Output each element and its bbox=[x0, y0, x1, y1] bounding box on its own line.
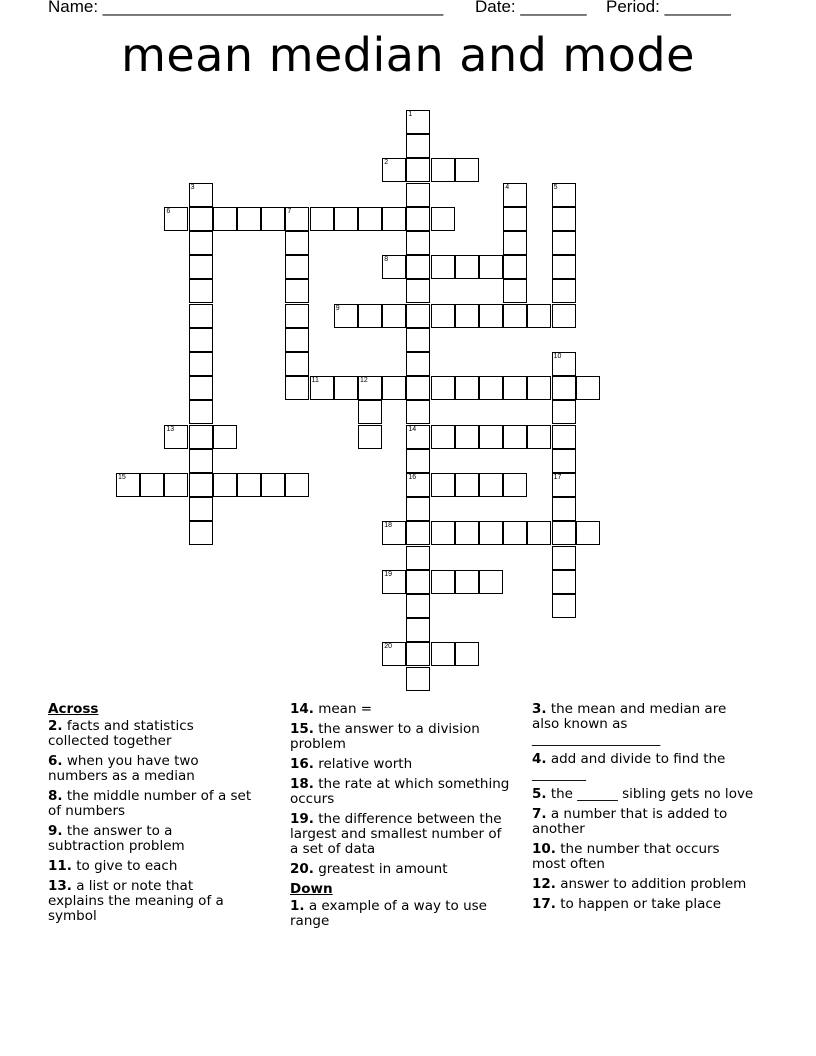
clue-number: 19. bbox=[290, 811, 314, 827]
grid-cell[interactable] bbox=[285, 207, 309, 231]
grid-cell[interactable] bbox=[431, 570, 455, 594]
grid-cell[interactable] bbox=[431, 473, 455, 497]
grid-cell[interactable] bbox=[116, 473, 140, 497]
grid-cell[interactable] bbox=[576, 521, 600, 545]
grid-cell[interactable] bbox=[213, 473, 237, 497]
clue-down-10 bbox=[532, 842, 757, 872]
grid-cell[interactable] bbox=[479, 255, 503, 279]
clue-number: 7. bbox=[532, 806, 547, 822]
grid-cell[interactable] bbox=[189, 473, 213, 497]
grid-cell[interactable] bbox=[406, 521, 430, 545]
grid-cell[interactable] bbox=[479, 570, 503, 594]
clue-text: to give to each bbox=[76, 858, 178, 874]
grid-cell[interactable] bbox=[358, 400, 382, 424]
cell-number: 15 bbox=[118, 474, 126, 481]
grid-cell[interactable] bbox=[455, 255, 479, 279]
clue-across-6 bbox=[48, 754, 253, 784]
clue-text: when you have two numbers as a median bbox=[48, 753, 199, 784]
clue-text: the ______ sibling gets no love bbox=[550, 786, 754, 802]
grid-cell[interactable] bbox=[479, 376, 503, 400]
cell-number: 16 bbox=[408, 474, 417, 481]
grid-cell[interactable] bbox=[431, 425, 455, 449]
grid-cell[interactable] bbox=[164, 207, 188, 231]
grid-cell[interactable] bbox=[527, 376, 551, 400]
clue-text: the middle number of a set of numbers bbox=[48, 788, 252, 819]
grid-cell[interactable] bbox=[358, 425, 382, 449]
grid-cell[interactable] bbox=[406, 546, 430, 570]
grid-cell[interactable] bbox=[406, 570, 430, 594]
cell-number: 20 bbox=[384, 643, 392, 651]
clue-across-18 bbox=[290, 777, 510, 807]
grid-cell[interactable] bbox=[527, 425, 551, 449]
grid-cell[interactable] bbox=[503, 255, 527, 279]
clue-down-17 bbox=[532, 897, 757, 912]
date-field-label: Date: _______ bbox=[475, 0, 587, 16]
clue-text: a list or note that explains the meaning of a symbol bbox=[48, 878, 224, 924]
grid-cell[interactable] bbox=[431, 255, 455, 279]
grid-cell[interactable] bbox=[431, 521, 455, 545]
clue-number: 14. bbox=[290, 701, 314, 717]
clue-down-4 bbox=[532, 752, 757, 782]
grid-cell[interactable] bbox=[552, 473, 576, 497]
grid-cell[interactable] bbox=[237, 207, 261, 231]
grid-cell[interactable] bbox=[406, 376, 430, 400]
grid-cell[interactable] bbox=[455, 521, 479, 545]
grid-cell[interactable] bbox=[382, 570, 406, 594]
puzzle-title: mean median and mode bbox=[121, 28, 695, 82]
grid-cell[interactable] bbox=[382, 376, 406, 400]
grid-cell[interactable] bbox=[552, 497, 576, 521]
clue-text: to happen or take place bbox=[560, 896, 722, 912]
grid-cell[interactable] bbox=[406, 328, 430, 352]
grid-cell[interactable] bbox=[261, 473, 285, 497]
clue-column-3 bbox=[532, 702, 757, 917]
grid-cell[interactable] bbox=[503, 521, 527, 545]
clue-number: 15. bbox=[290, 721, 314, 737]
clue-across-15 bbox=[290, 722, 510, 752]
grid-cell[interactable] bbox=[503, 279, 527, 303]
grid-cell[interactable] bbox=[140, 473, 164, 497]
grid-cell[interactable] bbox=[576, 376, 600, 400]
grid-cell[interactable] bbox=[503, 183, 527, 207]
clue-number: 1. bbox=[290, 898, 305, 914]
grid-cell[interactable] bbox=[406, 183, 430, 207]
grid-cell[interactable] bbox=[552, 352, 576, 376]
grid-cell[interactable] bbox=[382, 255, 406, 279]
grid-cell[interactable] bbox=[479, 425, 503, 449]
period-field-label: Period: _______ bbox=[606, 0, 731, 16]
grid-cell[interactable] bbox=[431, 304, 455, 328]
clue-number: 2. bbox=[48, 718, 63, 734]
clue-number: 17. bbox=[532, 896, 556, 912]
grid-cell[interactable] bbox=[189, 425, 213, 449]
grid-cell[interactable] bbox=[552, 449, 576, 473]
grid-cell[interactable] bbox=[455, 376, 479, 400]
grid-cell[interactable] bbox=[382, 642, 406, 666]
grid-cell[interactable] bbox=[406, 449, 430, 473]
grid-cell[interactable] bbox=[552, 570, 576, 594]
clue-text: relative worth bbox=[318, 756, 413, 772]
grid-cell[interactable] bbox=[479, 521, 503, 545]
grid-cell[interactable] bbox=[189, 231, 213, 255]
grid-cell[interactable] bbox=[455, 425, 479, 449]
clue-text: greatest in amount bbox=[318, 861, 448, 877]
cell-number: 2 bbox=[384, 159, 389, 167]
grid-cell[interactable] bbox=[406, 667, 430, 691]
clue-number: 9. bbox=[48, 823, 63, 839]
grid-cell[interactable] bbox=[406, 231, 430, 255]
grid-cell[interactable] bbox=[552, 279, 576, 303]
clue-text: a number that is added to another bbox=[532, 806, 728, 837]
grid-cell[interactable] bbox=[552, 546, 576, 570]
grid-cell[interactable] bbox=[406, 134, 430, 158]
grid-cell[interactable] bbox=[406, 158, 430, 182]
cell-number: 8 bbox=[384, 256, 389, 264]
grid-cell[interactable] bbox=[503, 231, 527, 255]
grid-cell[interactable] bbox=[334, 376, 358, 400]
clue-across-11 bbox=[48, 859, 253, 874]
grid-cell[interactable] bbox=[189, 352, 213, 376]
grid-cell[interactable] bbox=[406, 473, 430, 497]
grid-cell[interactable] bbox=[285, 328, 309, 352]
clue-across-16 bbox=[290, 757, 510, 772]
grid-cell[interactable] bbox=[285, 231, 309, 255]
grid-cell[interactable] bbox=[406, 255, 430, 279]
grid-cell[interactable] bbox=[455, 642, 479, 666]
grid-cell[interactable] bbox=[382, 521, 406, 545]
grid-cell[interactable] bbox=[503, 376, 527, 400]
clue-number: 16. bbox=[290, 756, 314, 772]
cell-number: 10 bbox=[553, 353, 562, 360]
grid-cell[interactable] bbox=[213, 425, 237, 449]
clue-text: the number that occurs most often bbox=[532, 841, 720, 872]
clue-text: add and divide to find the ________ bbox=[532, 751, 726, 782]
grid-cell[interactable] bbox=[552, 255, 576, 279]
grid-cell[interactable] bbox=[382, 304, 406, 328]
grid-cell[interactable] bbox=[406, 352, 430, 376]
clue-text: the answer to a subtraction problem bbox=[48, 823, 185, 854]
clue-number: 11. bbox=[48, 858, 72, 874]
clue-across-19 bbox=[290, 812, 510, 857]
grid-cell[interactable] bbox=[189, 255, 213, 279]
grid-cell[interactable] bbox=[310, 376, 334, 400]
grid-cell[interactable] bbox=[479, 304, 503, 328]
grid-cell[interactable] bbox=[285, 279, 309, 303]
cell-number: 13 bbox=[166, 425, 175, 433]
grid-cell[interactable] bbox=[431, 642, 455, 666]
grid-cell[interactable] bbox=[382, 158, 406, 182]
grid-cell[interactable] bbox=[285, 304, 309, 328]
grid-cell[interactable] bbox=[552, 400, 576, 424]
grid-cell[interactable] bbox=[261, 207, 285, 231]
grid-cell[interactable] bbox=[189, 449, 213, 473]
grid-cell[interactable] bbox=[406, 497, 430, 521]
clue-number: 18. bbox=[290, 776, 314, 792]
grid-cell[interactable] bbox=[552, 521, 576, 545]
grid-cell[interactable] bbox=[527, 304, 551, 328]
grid-cell[interactable] bbox=[455, 473, 479, 497]
grid-cell[interactable] bbox=[552, 425, 576, 449]
cell-number: 14 bbox=[408, 425, 417, 433]
grid-cell[interactable] bbox=[382, 207, 406, 231]
grid-cell[interactable] bbox=[189, 400, 213, 424]
clue-text: the difference between the largest and smallest number of a set of data bbox=[290, 811, 502, 857]
clue-text: the answer to a division problem bbox=[290, 721, 480, 752]
grid-cell[interactable] bbox=[189, 279, 213, 303]
cell-number: 1 bbox=[408, 111, 413, 118]
grid-cell[interactable] bbox=[431, 158, 455, 182]
grid-cell[interactable] bbox=[503, 473, 527, 497]
clue-down-5 bbox=[532, 787, 757, 802]
grid-cell[interactable] bbox=[503, 304, 527, 328]
grid-cell[interactable] bbox=[406, 304, 430, 328]
grid-cell[interactable] bbox=[552, 231, 576, 255]
clue-number: 12. bbox=[532, 876, 556, 892]
grid-cell[interactable] bbox=[189, 328, 213, 352]
clue-text: answer to addition problem bbox=[560, 876, 747, 892]
clue-number: 13. bbox=[48, 878, 72, 894]
grid-cell[interactable] bbox=[406, 279, 430, 303]
clue-number: 4. bbox=[532, 751, 547, 767]
grid-cell[interactable] bbox=[552, 376, 576, 400]
across-heading: Across bbox=[48, 701, 99, 717]
clue-down-1 bbox=[290, 899, 510, 929]
grid-cell[interactable] bbox=[334, 304, 358, 328]
cell-number: 19 bbox=[384, 570, 392, 578]
grid-cell[interactable] bbox=[189, 207, 213, 231]
grid-cell[interactable] bbox=[431, 207, 455, 231]
cell-number: 7 bbox=[287, 207, 292, 215]
cell-number: 5 bbox=[553, 183, 558, 191]
grid-cell[interactable] bbox=[552, 183, 576, 207]
cell-number: 12 bbox=[360, 377, 368, 385]
grid-cell[interactable] bbox=[527, 521, 551, 545]
grid-cell[interactable] bbox=[406, 400, 430, 424]
clue-across-8 bbox=[48, 789, 253, 819]
clue-text: the mean and median are also known as ___________________ bbox=[532, 701, 727, 747]
cell-number: 18 bbox=[384, 522, 392, 530]
grid-cell[interactable] bbox=[285, 352, 309, 376]
grid-cell[interactable] bbox=[285, 473, 309, 497]
grid-cell[interactable] bbox=[406, 425, 430, 449]
clue-text: facts and statistics collected together bbox=[48, 718, 194, 749]
clue-across-20 bbox=[290, 862, 510, 877]
grid-cell[interactable] bbox=[455, 304, 479, 328]
grid-cell[interactable] bbox=[552, 304, 576, 328]
clue-across-2 bbox=[48, 719, 253, 749]
clue-across-9 bbox=[48, 824, 253, 854]
grid-cell[interactable] bbox=[189, 497, 213, 521]
clue-column-1 bbox=[48, 702, 253, 929]
grid-cell[interactable] bbox=[455, 158, 479, 182]
grid-cell[interactable] bbox=[503, 425, 527, 449]
grid-cell[interactable] bbox=[455, 570, 479, 594]
clue-number: 6. bbox=[48, 753, 63, 769]
grid-cell[interactable] bbox=[189, 521, 213, 545]
grid-cell[interactable] bbox=[552, 207, 576, 231]
clue-across-14 bbox=[290, 702, 510, 717]
grid-cell[interactable] bbox=[479, 473, 503, 497]
cell-number: 11 bbox=[311, 377, 319, 385]
clue-text: a example of a way to use range bbox=[290, 898, 487, 929]
grid-cell[interactable] bbox=[310, 207, 334, 231]
grid-cell[interactable] bbox=[189, 376, 213, 400]
clue-number: 20. bbox=[290, 861, 314, 877]
grid-cell[interactable] bbox=[213, 207, 237, 231]
clue-number: 8. bbox=[48, 788, 63, 804]
grid-cell[interactable] bbox=[189, 304, 213, 328]
grid-cell[interactable] bbox=[406, 110, 430, 134]
clue-number: 10. bbox=[532, 841, 556, 857]
grid-cell[interactable] bbox=[406, 594, 430, 618]
grid-cell[interactable] bbox=[164, 473, 188, 497]
clue-text: the rate at which something occurs bbox=[290, 776, 510, 807]
clue-down-7 bbox=[532, 807, 757, 837]
grid-cell[interactable] bbox=[552, 594, 576, 618]
grid-cell[interactable] bbox=[164, 425, 188, 449]
cell-number: 17 bbox=[553, 474, 562, 481]
clue-text: mean = bbox=[318, 701, 373, 717]
cell-number: 9 bbox=[335, 304, 340, 312]
clue-down-3 bbox=[532, 702, 757, 747]
grid-cell[interactable] bbox=[285, 255, 309, 279]
clue-across-13 bbox=[48, 879, 253, 924]
grid-cell[interactable] bbox=[358, 376, 382, 400]
grid-cell[interactable] bbox=[406, 618, 430, 642]
cell-number: 3 bbox=[190, 183, 195, 191]
grid-cell[interactable] bbox=[334, 207, 358, 231]
grid-cell[interactable] bbox=[189, 183, 213, 207]
grid-cell[interactable] bbox=[237, 473, 261, 497]
grid-cell[interactable] bbox=[285, 376, 309, 400]
cell-number: 6 bbox=[166, 207, 171, 215]
name-field-label: Name: ____________________________________ bbox=[48, 0, 444, 16]
grid-cell[interactable] bbox=[358, 304, 382, 328]
grid-cell[interactable] bbox=[406, 642, 430, 666]
cell-number: 4 bbox=[505, 183, 510, 191]
grid-cell[interactable] bbox=[358, 207, 382, 231]
clue-number: 3. bbox=[532, 701, 547, 717]
grid-cell[interactable] bbox=[406, 207, 430, 231]
clue-down-12 bbox=[532, 877, 757, 892]
grid-cell[interactable] bbox=[431, 376, 455, 400]
grid-cell[interactable] bbox=[503, 207, 527, 231]
clue-column-2 bbox=[290, 702, 510, 934]
down-heading: Down bbox=[290, 881, 333, 897]
clue-number: 5. bbox=[532, 786, 547, 802]
